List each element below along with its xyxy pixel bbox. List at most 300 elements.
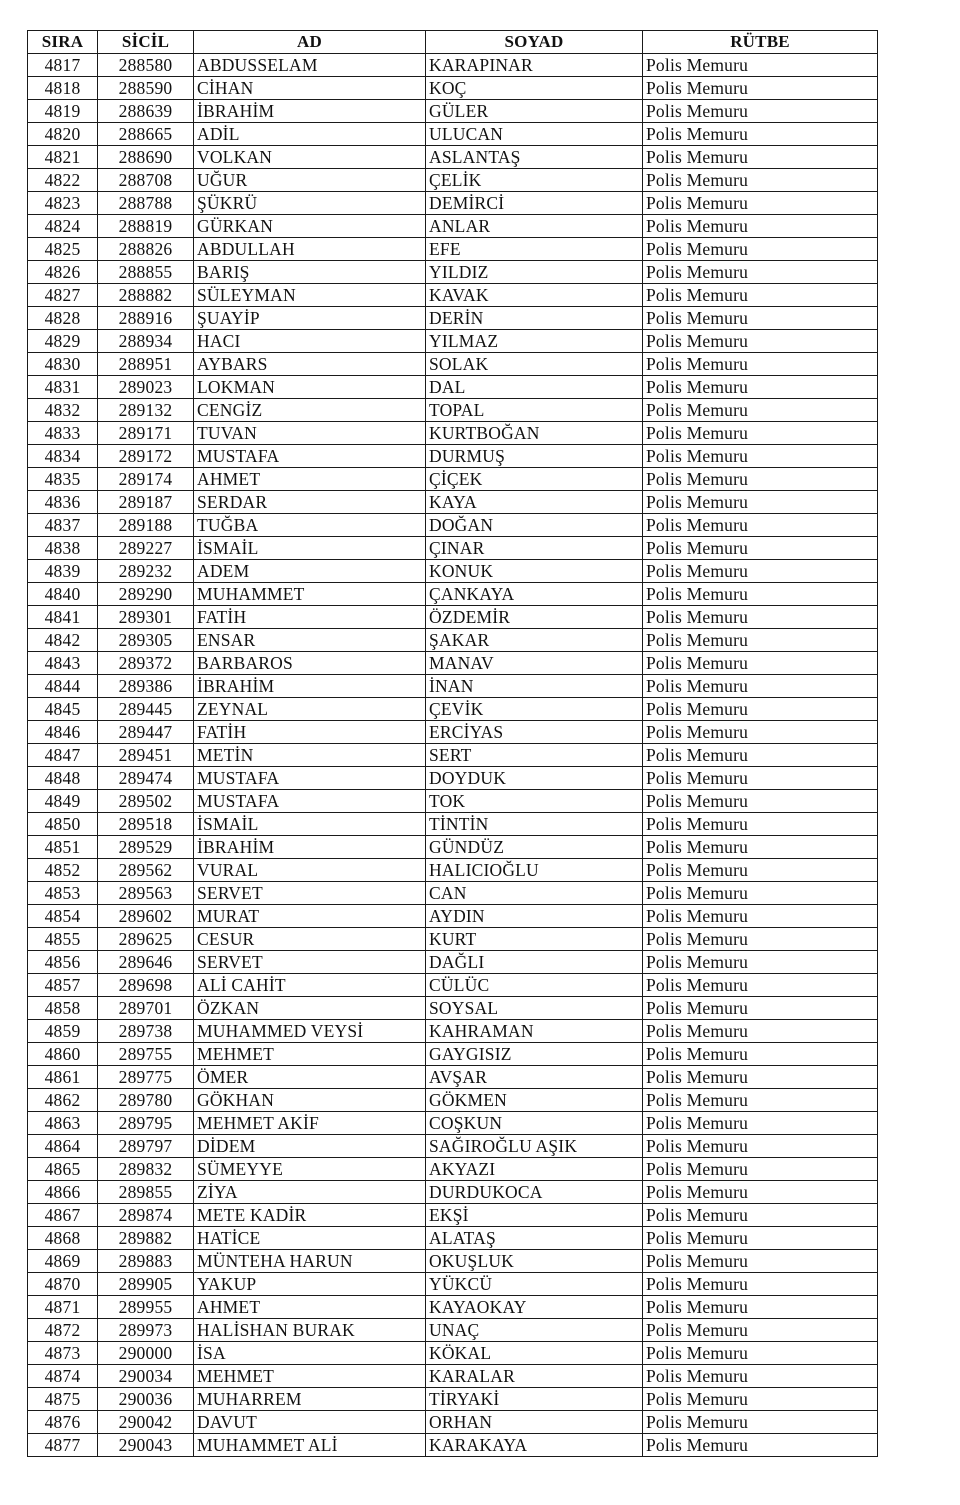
- cell-soyad: HALICIOĞLU: [426, 859, 643, 882]
- table-row: [28, 537, 878, 560]
- cell-sicil: 289187: [98, 491, 194, 514]
- cell-soyad: TOK: [426, 790, 643, 813]
- cell-sicil: 288788: [98, 192, 194, 215]
- table-row: [28, 123, 878, 146]
- cell-soyad: SERT: [426, 744, 643, 767]
- cell-sira: 4861: [28, 1066, 98, 1089]
- cell-ad: BARIŞ: [194, 261, 426, 284]
- table-row: [28, 859, 878, 882]
- table-row: [28, 928, 878, 951]
- cell-sicil: 289755: [98, 1043, 194, 1066]
- cell-soyad: KÖKAL: [426, 1342, 643, 1365]
- cell-sicil: 289646: [98, 951, 194, 974]
- cell-rutbe: Polis Memuru: [643, 330, 878, 353]
- cell-rutbe: Polis Memuru: [643, 1365, 878, 1388]
- cell-sicil: 290043: [98, 1434, 194, 1457]
- cell-sira: 4873: [28, 1342, 98, 1365]
- cell-soyad: KARALAR: [426, 1365, 643, 1388]
- cell-ad: ABDUSSELAM: [194, 54, 426, 77]
- cell-ad: İSA: [194, 1342, 426, 1365]
- cell-soyad: YÜKCÜ: [426, 1273, 643, 1296]
- cell-sicil: 289883: [98, 1250, 194, 1273]
- cell-rutbe: Polis Memuru: [643, 1273, 878, 1296]
- cell-sicil: 289474: [98, 767, 194, 790]
- cell-rutbe: Polis Memuru: [643, 1411, 878, 1434]
- cell-ad: MEHMET: [194, 1043, 426, 1066]
- cell-sira: 4835: [28, 468, 98, 491]
- cell-ad: MUHARREM: [194, 1388, 426, 1411]
- column-header-sira: SIRA: [28, 31, 98, 54]
- cell-rutbe: Polis Memuru: [643, 1250, 878, 1273]
- cell-soyad: MANAV: [426, 652, 643, 675]
- table-row: [28, 744, 878, 767]
- cell-sicil: 289701: [98, 997, 194, 1020]
- cell-rutbe: Polis Memuru: [643, 1227, 878, 1250]
- cell-soyad: DOYDUK: [426, 767, 643, 790]
- cell-sicil: 289305: [98, 629, 194, 652]
- table-row: [28, 169, 878, 192]
- cell-ad: ADİL: [194, 123, 426, 146]
- cell-rutbe: Polis Memuru: [643, 376, 878, 399]
- cell-ad: MUHAMMET: [194, 583, 426, 606]
- cell-soyad: ULUCAN: [426, 123, 643, 146]
- cell-ad: BARBAROS: [194, 652, 426, 675]
- table-row: [28, 721, 878, 744]
- cell-ad: ÖZKAN: [194, 997, 426, 1020]
- cell-ad: SERVET: [194, 951, 426, 974]
- cell-ad: MEHMET AKİF: [194, 1112, 426, 1135]
- cell-ad: MUSTAFA: [194, 767, 426, 790]
- table-row: [28, 261, 878, 284]
- cell-sira: 4836: [28, 491, 98, 514]
- cell-soyad: KURT: [426, 928, 643, 951]
- cell-sicil: 288934: [98, 330, 194, 353]
- table-row: [28, 284, 878, 307]
- cell-sicil: 289171: [98, 422, 194, 445]
- cell-sira: 4834: [28, 445, 98, 468]
- cell-rutbe: Polis Memuru: [643, 54, 878, 77]
- cell-sira: 4848: [28, 767, 98, 790]
- cell-ad: AYBARS: [194, 353, 426, 376]
- cell-ad: DAVUT: [194, 1411, 426, 1434]
- table-row: [28, 1112, 878, 1135]
- table-row: [28, 146, 878, 169]
- table-row: [28, 1204, 878, 1227]
- cell-soyad: KAVAK: [426, 284, 643, 307]
- table-row: [28, 790, 878, 813]
- cell-ad: ŞUAYİP: [194, 307, 426, 330]
- cell-ad: SERDAR: [194, 491, 426, 514]
- cell-rutbe: Polis Memuru: [643, 1135, 878, 1158]
- table-row: [28, 1135, 878, 1158]
- cell-soyad: KAYA: [426, 491, 643, 514]
- table-row: [28, 606, 878, 629]
- cell-rutbe: Polis Memuru: [643, 560, 878, 583]
- cell-sira: 4851: [28, 836, 98, 859]
- cell-ad: AHMET: [194, 1296, 426, 1319]
- cell-rutbe: Polis Memuru: [643, 905, 878, 928]
- cell-sicil: 290042: [98, 1411, 194, 1434]
- cell-sira: 4868: [28, 1227, 98, 1250]
- table-row: [28, 1181, 878, 1204]
- cell-sira: 4864: [28, 1135, 98, 1158]
- cell-soyad: ÇELİK: [426, 169, 643, 192]
- cell-sira: 4850: [28, 813, 98, 836]
- cell-rutbe: Polis Memuru: [643, 629, 878, 652]
- cell-rutbe: Polis Memuru: [643, 790, 878, 813]
- cell-soyad: TİNTİN: [426, 813, 643, 836]
- cell-soyad: İNAN: [426, 675, 643, 698]
- cell-soyad: SOYSAL: [426, 997, 643, 1020]
- cell-sicil: 290034: [98, 1365, 194, 1388]
- cell-ad: GÖKHAN: [194, 1089, 426, 1112]
- cell-rutbe: Polis Memuru: [643, 951, 878, 974]
- cell-rutbe: Polis Memuru: [643, 1158, 878, 1181]
- cell-sira: 4859: [28, 1020, 98, 1043]
- cell-sira: 4842: [28, 629, 98, 652]
- cell-sicil: 288819: [98, 215, 194, 238]
- cell-sicil: 289445: [98, 698, 194, 721]
- cell-sira: 4856: [28, 951, 98, 974]
- table-row: [28, 675, 878, 698]
- cell-sira: 4830: [28, 353, 98, 376]
- cell-ad: CESUR: [194, 928, 426, 951]
- cell-ad: METİN: [194, 744, 426, 767]
- table-row: [28, 215, 878, 238]
- cell-sira: 4826: [28, 261, 98, 284]
- cell-rutbe: Polis Memuru: [643, 146, 878, 169]
- cell-ad: ZEYNAL: [194, 698, 426, 721]
- cell-sira: 4827: [28, 284, 98, 307]
- cell-soyad: AKYAZI: [426, 1158, 643, 1181]
- cell-sira: 4863: [28, 1112, 98, 1135]
- cell-rutbe: Polis Memuru: [643, 859, 878, 882]
- cell-soyad: ÖZDEMİR: [426, 606, 643, 629]
- cell-sicil: 289529: [98, 836, 194, 859]
- cell-rutbe: Polis Memuru: [643, 997, 878, 1020]
- table-row: [28, 376, 878, 399]
- table-row: [28, 422, 878, 445]
- table-row: [28, 238, 878, 261]
- table-row: [28, 1227, 878, 1250]
- cell-soyad: ŞAKAR: [426, 629, 643, 652]
- cell-soyad: ÇINAR: [426, 537, 643, 560]
- table-row: [28, 1089, 878, 1112]
- cell-rutbe: Polis Memuru: [643, 974, 878, 997]
- cell-soyad: DAĞLI: [426, 951, 643, 974]
- cell-sicil: 289290: [98, 583, 194, 606]
- cell-ad: İBRAHİM: [194, 675, 426, 698]
- cell-ad: METE KADİR: [194, 1204, 426, 1227]
- cell-soyad: KARAKAYA: [426, 1434, 643, 1457]
- column-header-rutbe: RÜTBE: [643, 31, 878, 54]
- cell-sira: 4852: [28, 859, 98, 882]
- cell-soyad: UNAÇ: [426, 1319, 643, 1342]
- cell-rutbe: Polis Memuru: [643, 928, 878, 951]
- cell-sira: 4839: [28, 560, 98, 583]
- cell-rutbe: Polis Memuru: [643, 1296, 878, 1319]
- cell-sira: 4877: [28, 1434, 98, 1457]
- cell-sira: 4829: [28, 330, 98, 353]
- cell-ad: MUHAMMET ALİ: [194, 1434, 426, 1457]
- table-row: [28, 813, 878, 836]
- cell-sira: 4840: [28, 583, 98, 606]
- cell-ad: ŞÜKRÜ: [194, 192, 426, 215]
- cell-sira: 4817: [28, 54, 98, 77]
- cell-sira: 4831: [28, 376, 98, 399]
- table-row: [28, 1411, 878, 1434]
- cell-rutbe: Polis Memuru: [643, 1043, 878, 1066]
- table-row: [28, 698, 878, 721]
- cell-ad: ABDULLAH: [194, 238, 426, 261]
- cell-rutbe: Polis Memuru: [643, 468, 878, 491]
- cell-rutbe: Polis Memuru: [643, 422, 878, 445]
- column-header-soyad: SOYAD: [426, 31, 643, 54]
- cell-ad: İSMAİL: [194, 537, 426, 560]
- cell-rutbe: Polis Memuru: [643, 238, 878, 261]
- cell-ad: HATİCE: [194, 1227, 426, 1250]
- cell-ad: SÜLEYMAN: [194, 284, 426, 307]
- cell-rutbe: Polis Memuru: [643, 215, 878, 238]
- cell-rutbe: Polis Memuru: [643, 445, 878, 468]
- cell-rutbe: Polis Memuru: [643, 100, 878, 123]
- cell-sira: 4838: [28, 537, 98, 560]
- cell-ad: MUSTAFA: [194, 790, 426, 813]
- cell-rutbe: Polis Memuru: [643, 836, 878, 859]
- cell-soyad: AVŞAR: [426, 1066, 643, 1089]
- cell-ad: FATİH: [194, 721, 426, 744]
- cell-ad: TUĞBA: [194, 514, 426, 537]
- cell-soyad: DOĞAN: [426, 514, 643, 537]
- cell-sira: 4846: [28, 721, 98, 744]
- cell-sira: 4849: [28, 790, 98, 813]
- cell-rutbe: Polis Memuru: [643, 169, 878, 192]
- cell-ad: ÖMER: [194, 1066, 426, 1089]
- table-row: [28, 192, 878, 215]
- cell-sicil: 289625: [98, 928, 194, 951]
- cell-soyad: DURMUŞ: [426, 445, 643, 468]
- cell-ad: MURAT: [194, 905, 426, 928]
- cell-soyad: ÇEVİK: [426, 698, 643, 721]
- cell-ad: AHMET: [194, 468, 426, 491]
- cell-sicil: 289232: [98, 560, 194, 583]
- cell-rutbe: Polis Memuru: [643, 1204, 878, 1227]
- cell-soyad: KONUK: [426, 560, 643, 583]
- cell-ad: YAKUP: [194, 1273, 426, 1296]
- cell-rutbe: Polis Memuru: [643, 606, 878, 629]
- table-row: [28, 54, 878, 77]
- table-row: [28, 1043, 878, 1066]
- cell-sira: 4876: [28, 1411, 98, 1434]
- cell-rutbe: Polis Memuru: [643, 721, 878, 744]
- cell-sicil: 290036: [98, 1388, 194, 1411]
- cell-ad: HACI: [194, 330, 426, 353]
- cell-sicil: 289502: [98, 790, 194, 813]
- cell-sicil: 289518: [98, 813, 194, 836]
- cell-soyad: KOÇ: [426, 77, 643, 100]
- table-row: [28, 767, 878, 790]
- cell-rutbe: Polis Memuru: [643, 813, 878, 836]
- table-row: [28, 1273, 878, 1296]
- cell-soyad: ERCİYAS: [426, 721, 643, 744]
- table-row: [28, 1342, 878, 1365]
- cell-soyad: ÇANKAYA: [426, 583, 643, 606]
- cell-sira: 4869: [28, 1250, 98, 1273]
- cell-rutbe: Polis Memuru: [643, 1388, 878, 1411]
- cell-sira: 4847: [28, 744, 98, 767]
- table-row: [28, 836, 878, 859]
- cell-soyad: ASLANTAŞ: [426, 146, 643, 169]
- cell-ad: MÜNTEHA HARUN: [194, 1250, 426, 1273]
- cell-soyad: EFE: [426, 238, 643, 261]
- cell-soyad: DURDUKOCA: [426, 1181, 643, 1204]
- cell-ad: FATİH: [194, 606, 426, 629]
- cell-rutbe: Polis Memuru: [643, 514, 878, 537]
- cell-soyad: SOLAK: [426, 353, 643, 376]
- cell-sicil: 289882: [98, 1227, 194, 1250]
- cell-sira: 4818: [28, 77, 98, 100]
- cell-ad: HALİSHAN BURAK: [194, 1319, 426, 1342]
- cell-sicil: 288708: [98, 169, 194, 192]
- cell-sicil: 289386: [98, 675, 194, 698]
- table-row: [28, 1388, 878, 1411]
- cell-sira: 4874: [28, 1365, 98, 1388]
- cell-soyad: ANLAR: [426, 215, 643, 238]
- cell-ad: ENSAR: [194, 629, 426, 652]
- table-row: [28, 353, 878, 376]
- cell-rutbe: Polis Memuru: [643, 675, 878, 698]
- cell-sicil: 289780: [98, 1089, 194, 1112]
- cell-rutbe: Polis Memuru: [643, 767, 878, 790]
- cell-rutbe: Polis Memuru: [643, 698, 878, 721]
- cell-sira: 4844: [28, 675, 98, 698]
- cell-soyad: GAYGISIZ: [426, 1043, 643, 1066]
- cell-ad: İBRAHİM: [194, 100, 426, 123]
- cell-sicil: 289855: [98, 1181, 194, 1204]
- cell-sira: 4866: [28, 1181, 98, 1204]
- cell-sicil: 289698: [98, 974, 194, 997]
- cell-rutbe: Polis Memuru: [643, 652, 878, 675]
- cell-sira: 4843: [28, 652, 98, 675]
- cell-sicil: 289738: [98, 1020, 194, 1043]
- cell-rutbe: Polis Memuru: [643, 1181, 878, 1204]
- cell-sira: 4860: [28, 1043, 98, 1066]
- cell-ad: MUHAMMED VEYSİ: [194, 1020, 426, 1043]
- cell-sira: 4858: [28, 997, 98, 1020]
- cell-rutbe: Polis Memuru: [643, 1319, 878, 1342]
- cell-sicil: 289172: [98, 445, 194, 468]
- cell-soyad: TİRYAKİ: [426, 1388, 643, 1411]
- cell-sicil: 288639: [98, 100, 194, 123]
- cell-sira: 4832: [28, 399, 98, 422]
- cell-sicil: 289775: [98, 1066, 194, 1089]
- table-row: [28, 1296, 878, 1319]
- cell-soyad: DAL: [426, 376, 643, 399]
- table-row: [28, 1319, 878, 1342]
- cell-rutbe: Polis Memuru: [643, 744, 878, 767]
- cell-sicil: 288690: [98, 146, 194, 169]
- cell-sicil: 289301: [98, 606, 194, 629]
- cell-soyad: GÜLER: [426, 100, 643, 123]
- cell-soyad: TOPAL: [426, 399, 643, 422]
- header-row: [28, 31, 878, 54]
- cell-sira: 4862: [28, 1089, 98, 1112]
- cell-soyad: COŞKUN: [426, 1112, 643, 1135]
- cell-sira: 4867: [28, 1204, 98, 1227]
- cell-rutbe: Polis Memuru: [643, 537, 878, 560]
- cell-sicil: 288951: [98, 353, 194, 376]
- table-row: [28, 997, 878, 1020]
- table-row: [28, 974, 878, 997]
- cell-soyad: ÇİÇEK: [426, 468, 643, 491]
- cell-soyad: KARAPINAR: [426, 54, 643, 77]
- cell-sicil: 289451: [98, 744, 194, 767]
- cell-sicil: 289905: [98, 1273, 194, 1296]
- cell-ad: UĞUR: [194, 169, 426, 192]
- cell-rutbe: Polis Memuru: [643, 123, 878, 146]
- cell-sira: 4872: [28, 1319, 98, 1342]
- cell-soyad: KAYAOKAY: [426, 1296, 643, 1319]
- table-row: [28, 560, 878, 583]
- cell-rutbe: Polis Memuru: [643, 1434, 878, 1457]
- cell-soyad: YILDIZ: [426, 261, 643, 284]
- table-row: [28, 330, 878, 353]
- table-row: [28, 491, 878, 514]
- cell-ad: İSMAİL: [194, 813, 426, 836]
- table-row: [28, 583, 878, 606]
- cell-sicil: 289023: [98, 376, 194, 399]
- cell-sira: 4875: [28, 1388, 98, 1411]
- cell-sicil: 289973: [98, 1319, 194, 1342]
- cell-sira: 4865: [28, 1158, 98, 1181]
- cell-ad: MEHMET: [194, 1365, 426, 1388]
- cell-sira: 4871: [28, 1296, 98, 1319]
- cell-rutbe: Polis Memuru: [643, 882, 878, 905]
- column-header-sicil: SİCİL: [98, 31, 194, 54]
- cell-sicil: 289797: [98, 1135, 194, 1158]
- cell-sicil: 290000: [98, 1342, 194, 1365]
- cell-sira: 4823: [28, 192, 98, 215]
- cell-soyad: DERİN: [426, 307, 643, 330]
- table-row: [28, 307, 878, 330]
- cell-rutbe: Polis Memuru: [643, 491, 878, 514]
- cell-sira: 4828: [28, 307, 98, 330]
- cell-soyad: EKŞİ: [426, 1204, 643, 1227]
- cell-soyad: DEMİRCİ: [426, 192, 643, 215]
- cell-sira: 4845: [28, 698, 98, 721]
- cell-ad: SERVET: [194, 882, 426, 905]
- cell-soyad: ORHAN: [426, 1411, 643, 1434]
- table-row: [28, 1066, 878, 1089]
- personnel-table: [27, 30, 878, 1457]
- cell-sicil: 289562: [98, 859, 194, 882]
- cell-rutbe: Polis Memuru: [643, 1066, 878, 1089]
- cell-sicil: 289132: [98, 399, 194, 422]
- cell-sicil: 288882: [98, 284, 194, 307]
- cell-sira: 4854: [28, 905, 98, 928]
- cell-sicil: 289227: [98, 537, 194, 560]
- table-row: [28, 1365, 878, 1388]
- cell-sira: 4841: [28, 606, 98, 629]
- table-row: [28, 1158, 878, 1181]
- cell-rutbe: Polis Memuru: [643, 1112, 878, 1135]
- table-header: [28, 31, 878, 54]
- cell-ad: TUVAN: [194, 422, 426, 445]
- cell-rutbe: Polis Memuru: [643, 192, 878, 215]
- cell-sira: 4820: [28, 123, 98, 146]
- cell-ad: CİHAN: [194, 77, 426, 100]
- table-body: [28, 54, 878, 1457]
